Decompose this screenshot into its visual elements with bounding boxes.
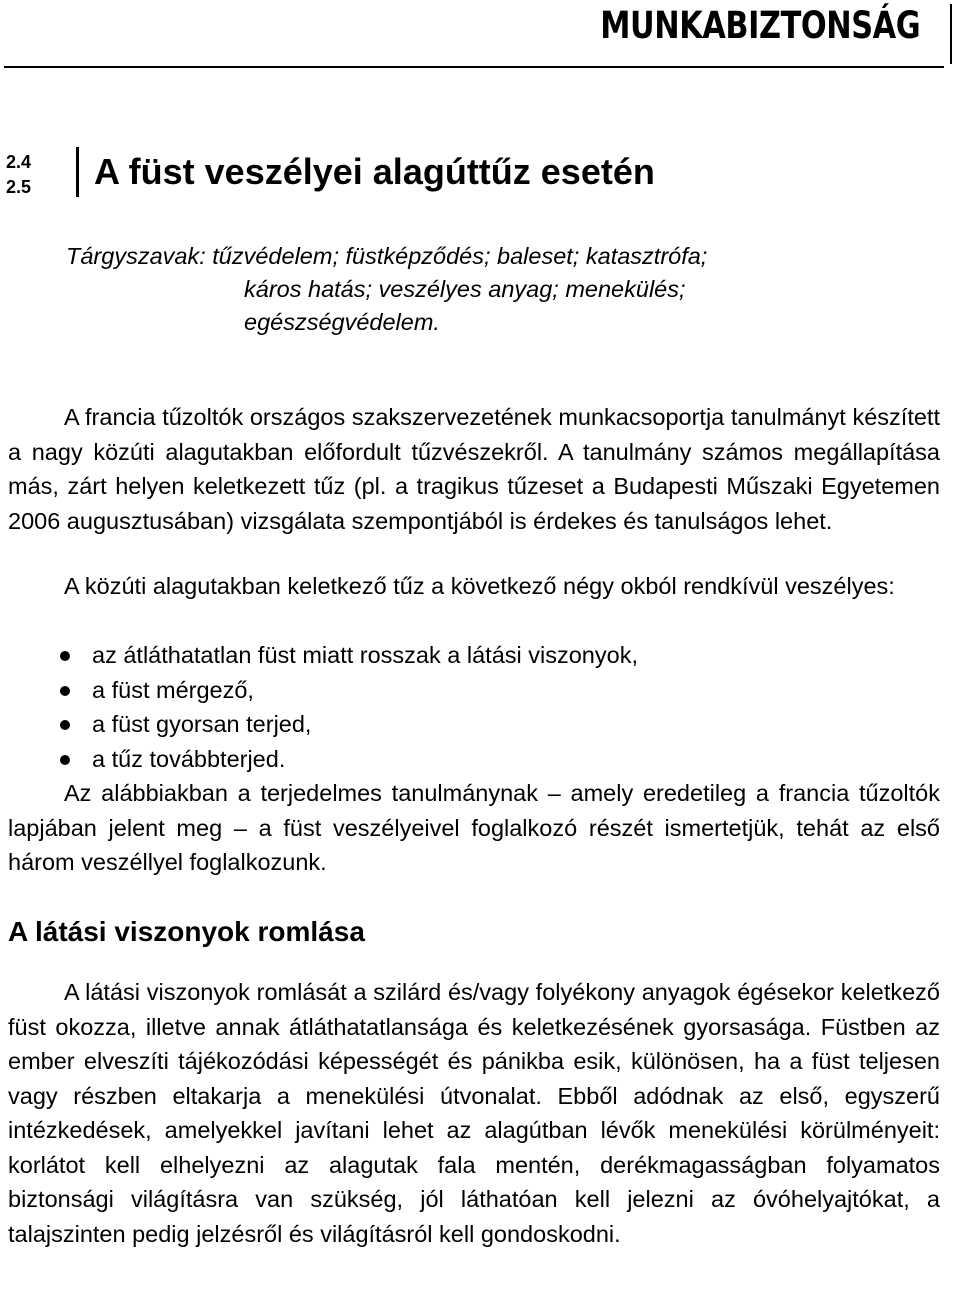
list-item	[8, 707, 638, 742]
header-title: MUNKABIZTONSÁG	[599, 4, 920, 47]
bullet-icon	[60, 651, 70, 661]
keywords-line-1: Tárgyszavak: tűzvédelem; füstképződés; baleset; katasztrófa;	[66, 243, 708, 269]
keywords-line-2: káros hatás; veszélyes anyag; menekülés;	[244, 276, 686, 302]
list-item	[8, 638, 638, 673]
header-rule	[4, 66, 944, 68]
keywords-line-3: egészségvédelem.	[244, 309, 440, 335]
section-heading: A látási viszonyok romlása	[8, 916, 365, 947]
list-item-text: az átláthatatlan füst miatt rosszak a látási viszonyok,	[92, 642, 638, 668]
page-title: A füst veszélyei alagúttűz esetén	[94, 151, 655, 192]
list-item-text: a füst gyorsan terjed,	[92, 711, 312, 737]
intro-paragraph-1: A francia tűzoltók országos szakszervezetének munkacsoportja tanulmányt készített a nagy közúti alagutakban előfordult tűzvészekről. A tanulmány számos megállapítása más, zárt helyen keletkezett tűz (pl. a tragikus tűzeset a Budapesti Műszaki Egyetemen 2006 augusztusában) vizsgálata szempontjából is érdekes és tanulságos lehet.	[8, 404, 940, 534]
keywords-block	[66, 240, 707, 339]
bullet-icon	[60, 686, 70, 696]
danger-list	[8, 638, 638, 776]
list-item-text: a füst mérgező,	[92, 676, 254, 703]
intro-paragraph-3: Az alábbiakban a terjedelmes tanulmánynak – amely eredetileg a francia tűzoltók lapjában jelent meg – a füst veszélyeivel foglalkozó részét ismertetjük, tehát az első három veszéllyel foglalkozunk.	[8, 780, 940, 875]
list-item-text: a tűz továbbterjed.	[92, 745, 286, 772]
section-divider	[76, 147, 79, 197]
section-number	[6, 150, 31, 200]
bullet-icon	[60, 755, 70, 765]
section-number-1: 2.4	[6, 152, 32, 172]
bullet-icon	[60, 720, 70, 730]
list-item	[8, 742, 638, 777]
list-item	[8, 673, 638, 708]
header-divider	[950, 4, 952, 64]
body-paragraph: A látási viszonyok romlását a szilárd és/vagy folyékony anyagok égésekor keletkező füst okozza, illetve annak átláthatatlansága és keletkezésének gyorsasága. Füstben az ember elveszíti tájékozódási képességét és pánikba esik, különösen, ha a füst teljesen vagy részben eltakarja a menekülési útvonalat. Ebből adódnak az első, egyszerű intézkedések, amelyekkel javítani lehet az alagútban lévők menekülési körülményeit: korlátot kell elhelyezni az alagutak fala mentén, derékmagasságban folyamatos biztonsági világításra van szükség, jól láthatóan kell jelezni az óvóhelyajtókat, a talajszinten pedig jelzésről és világításról kell gondoskodni.	[8, 979, 940, 1247]
intro-paragraph-2: A közúti alagutakban keletkező tűz a következő négy okból rendkívül veszélyes:	[64, 573, 895, 599]
section-number-2: 2.5	[6, 177, 32, 197]
